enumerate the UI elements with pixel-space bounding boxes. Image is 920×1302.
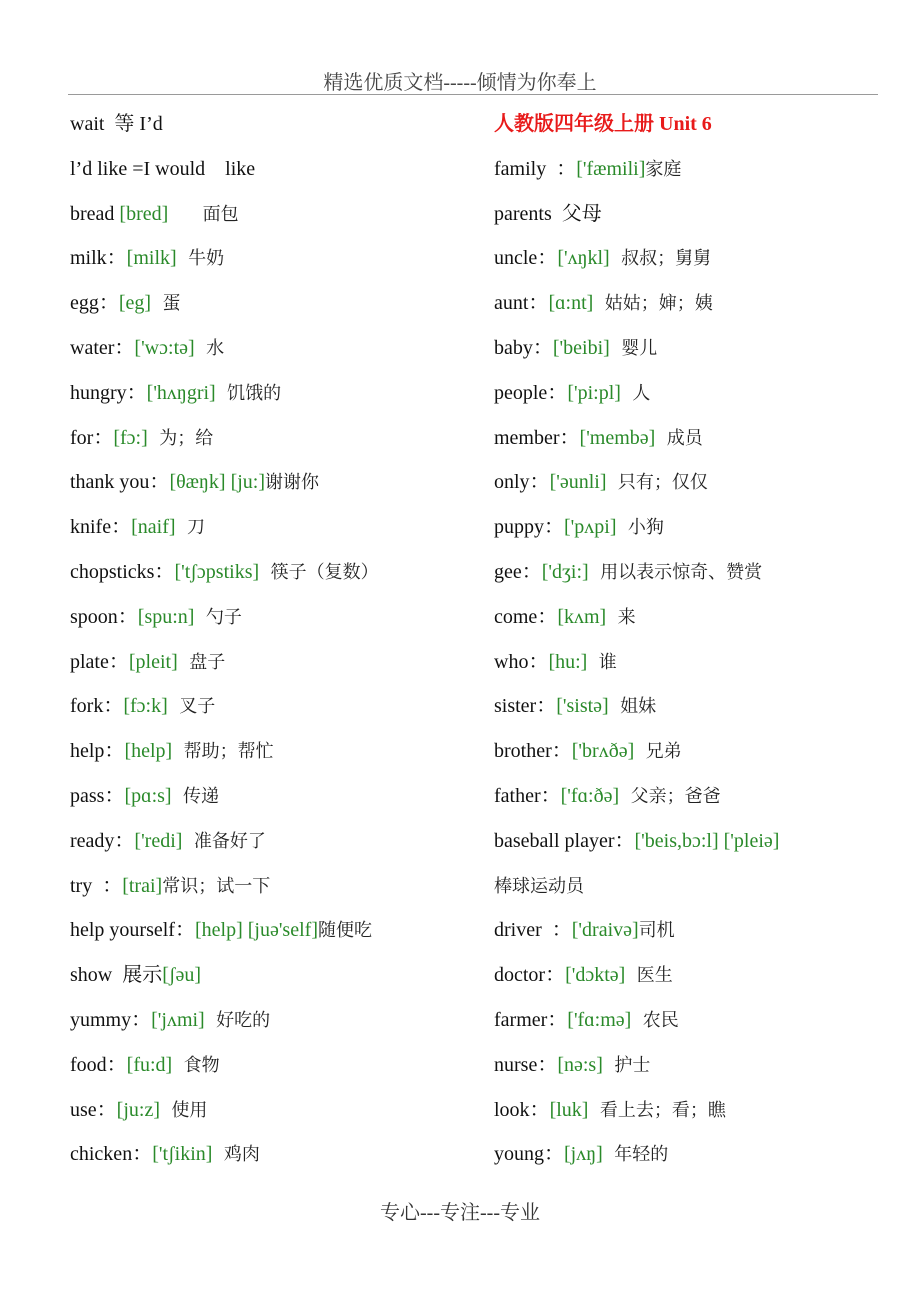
vocab-word: look： xyxy=(494,1098,550,1121)
vocab-translation: 为；给 xyxy=(147,427,214,449)
header-divider xyxy=(68,94,878,95)
vocab-word: ready： xyxy=(70,829,135,852)
vocab-word: uncle： xyxy=(494,247,558,270)
vocab-phonetic: [fu:d] xyxy=(126,1053,173,1076)
vocab-phonetic: ['redi] xyxy=(134,829,183,852)
vocab-entry xyxy=(494,550,894,595)
vocab-entry xyxy=(70,1043,480,1088)
vocab-entry xyxy=(70,416,480,461)
vocab-word: egg： xyxy=(70,292,119,315)
vocab-phonetic: [ɑ:nt] xyxy=(548,292,594,315)
vocab-entry xyxy=(70,819,480,864)
vocab-translation: 用以表示惊奇、赞赏 xyxy=(588,561,763,583)
vocab-translation: 护士 xyxy=(602,1054,651,1076)
vocab-entry xyxy=(494,147,894,192)
vocab-entry xyxy=(70,281,480,326)
vocab-word: milk： xyxy=(70,247,127,270)
vocab-phonetic: ['tʃikin] xyxy=(152,1143,213,1166)
vocab-translation: 人 xyxy=(620,382,651,404)
vocab-phonetic: ['beis,bɔ:l] ['pleiə] xyxy=(634,829,780,852)
vocab-entry xyxy=(70,505,480,550)
vocab-phonetic: ['fɑ:mə] xyxy=(567,1008,632,1031)
vocab-translation: 年轻的 xyxy=(602,1144,669,1166)
vocab-phonetic: [help] [juə'self] xyxy=(194,919,318,942)
vocab-translation: 勺子 xyxy=(194,606,242,628)
vocab-word: brother： xyxy=(494,740,572,763)
vocab-word: doctor： xyxy=(494,964,566,987)
vocab-entry xyxy=(70,864,480,909)
vocab-word: use： xyxy=(70,1098,117,1121)
vocab-entry xyxy=(494,640,894,685)
vocab-entry xyxy=(70,998,480,1043)
vocab-word: aunt： xyxy=(494,292,549,315)
vocab-word: parents 父母 xyxy=(494,202,602,225)
vocab-entry xyxy=(494,729,894,774)
vocab-word: pass： xyxy=(70,784,125,807)
vocab-phonetic: ['brʌðə] xyxy=(571,740,635,763)
vocab-entry xyxy=(494,1088,894,1133)
vocab-entry xyxy=(494,1132,894,1177)
left-vocab-column xyxy=(70,102,480,1177)
vocab-phonetic: [nə:s] xyxy=(557,1053,603,1076)
vocab-translation: 只有；仅仅 xyxy=(606,472,708,494)
vocab-phonetic: [ʃəu] xyxy=(162,964,202,987)
vocab-entry xyxy=(494,460,894,505)
vocab-translation: 准备好了 xyxy=(182,830,266,852)
vocab-translation: 饥饿的 xyxy=(215,382,282,404)
vocab-word: try ： xyxy=(70,874,123,897)
vocab-translation: 传递 xyxy=(171,785,220,807)
vocab-phonetic: [hu:] xyxy=(548,650,588,673)
vocab-translation: 盘子 xyxy=(177,651,226,673)
vocab-word: puppy： xyxy=(494,516,564,539)
vocab-entry xyxy=(70,908,480,953)
vocab-translation: 谢谢你 xyxy=(265,472,320,494)
vocab-entry xyxy=(70,1088,480,1133)
vocab-phonetic: [fɔ:] xyxy=(113,426,148,449)
vocab-phonetic: [bred] xyxy=(119,202,169,225)
vocab-word: young： xyxy=(494,1143,564,1166)
page-footer: 专心---专注---专业 xyxy=(380,1202,540,1224)
vocab-phonetic: ['dɔktə] xyxy=(565,964,626,987)
vocab-translation: 蛋 xyxy=(151,293,181,315)
vocab-phonetic: ['sistə] xyxy=(556,695,609,718)
vocab-phonetic: ['wɔ:tə] xyxy=(134,336,195,359)
vocab-phonetic: [luk] xyxy=(549,1098,589,1121)
vocab-entry xyxy=(70,371,480,416)
vocab-translation: 来 xyxy=(606,606,636,628)
vocab-word: plate： xyxy=(70,650,129,673)
vocab-phonetic: [pɑ:s] xyxy=(124,784,172,807)
vocab-entry xyxy=(494,416,894,461)
vocab-word: spoon： xyxy=(70,605,138,628)
unit-title: 人教版四年级上册 Unit 6 xyxy=(494,113,712,135)
vocab-translation: 兄弟 xyxy=(634,741,682,763)
vocab-translation: 婴儿 xyxy=(609,337,658,359)
vocab-word: help： xyxy=(70,740,125,763)
vocab-word: bread xyxy=(70,202,120,225)
vocab-phonetic: ['beibi] xyxy=(552,336,610,359)
vocab-word: father： xyxy=(494,784,561,807)
vocab-translation: 棒球运动员 xyxy=(494,875,584,897)
vocab-word: thank you： xyxy=(70,471,170,494)
vocab-word: yummy： xyxy=(70,1008,152,1031)
vocab-word: show 展示 xyxy=(70,964,163,987)
vocab-phonetic: ['pi:pl] xyxy=(567,381,621,404)
vocab-word: food： xyxy=(70,1053,127,1076)
vocab-translation: 谁 xyxy=(587,651,617,673)
vocab-phonetic: ['fɑ:ðə] xyxy=(560,784,620,807)
vocab-word: come： xyxy=(494,605,558,628)
vocab-entry xyxy=(494,774,894,819)
vocab-word: gee： xyxy=(494,560,542,583)
vocab-translation: 刀 xyxy=(175,517,205,539)
vocab-phonetic: ['fæmili] xyxy=(576,157,646,180)
vocab-word: family ： xyxy=(494,157,577,180)
vocab-entry xyxy=(494,864,894,909)
vocab-translation: 面包 xyxy=(168,203,239,225)
vocab-word: member： xyxy=(494,426,580,449)
vocab-translation: 牛奶 xyxy=(176,248,225,270)
vocab-word: wait 等 I’d xyxy=(70,113,163,135)
vocab-phonetic: ['draivə] xyxy=(571,919,639,942)
vocab-translation: 使用 xyxy=(159,1099,208,1121)
vocab-translation: 医生 xyxy=(625,965,673,987)
vocab-translation: 鸡肉 xyxy=(212,1144,260,1166)
right-vocab-column xyxy=(494,102,894,1177)
vocab-word: water： xyxy=(70,336,135,359)
vocab-translation: 姑姑；婶；姨 xyxy=(593,293,713,315)
vocab-entry xyxy=(70,192,480,237)
vocab-entry xyxy=(494,819,894,864)
vocab-entry xyxy=(494,953,894,998)
vocab-phonetic: [help] xyxy=(124,740,173,763)
vocab-word: help yourself： xyxy=(70,919,195,942)
vocab-word: hungry： xyxy=(70,381,147,404)
vocab-translation: 叔叔；舅舅 xyxy=(609,248,712,270)
vocab-entry xyxy=(70,102,480,147)
vocab-word: only： xyxy=(494,471,550,494)
vocab-phonetic: [spu:n] xyxy=(137,605,195,628)
vocab-word: baby： xyxy=(494,336,553,359)
vocab-entry xyxy=(494,998,894,1043)
vocab-entry xyxy=(494,595,894,640)
vocab-entry xyxy=(494,684,894,729)
vocab-phonetic: ['membə] xyxy=(579,426,656,449)
vocab-phonetic: [jʌŋ] xyxy=(564,1143,603,1166)
vocab-translation: 好吃的 xyxy=(204,1009,271,1031)
vocab-phonetic: ['ʌŋkl] xyxy=(557,247,610,270)
vocab-word: who： xyxy=(494,650,549,673)
vocab-translation: 食物 xyxy=(172,1054,220,1076)
vocab-translation: 筷子（复数） xyxy=(259,561,379,583)
vocab-phonetic: ['jʌmi] xyxy=(151,1008,205,1031)
vocab-entry xyxy=(70,595,480,640)
vocab-entry xyxy=(70,1132,480,1177)
vocab-word: sister： xyxy=(494,695,557,718)
vocab-word: l’d like =I would like xyxy=(70,157,256,180)
vocab-phonetic: [eg] xyxy=(118,292,152,315)
vocab-translation: 看上去；看；瞧 xyxy=(588,1099,726,1121)
unit-title-row xyxy=(494,102,894,147)
vocab-entry xyxy=(494,236,894,281)
vocab-translation: 帮助；帮忙 xyxy=(172,741,274,763)
vocab-word: chicken： xyxy=(70,1143,153,1166)
vocab-word: chopsticks： xyxy=(70,560,175,583)
vocab-entry xyxy=(70,684,480,729)
vocab-word: driver ： xyxy=(494,919,572,942)
vocab-translation: 家庭 xyxy=(645,158,682,180)
vocab-phonetic: ['hʌŋgri] xyxy=(146,381,216,404)
vocab-word: nurse： xyxy=(494,1053,558,1076)
vocab-translation: 司机 xyxy=(638,920,675,942)
vocab-entry xyxy=(70,147,480,192)
vocab-phonetic: [trai] xyxy=(122,874,163,897)
vocab-translation: 农民 xyxy=(631,1009,679,1031)
vocab-entry xyxy=(494,281,894,326)
vocab-entry xyxy=(70,729,480,774)
vocab-phonetic: [pleit] xyxy=(128,650,178,673)
vocab-phonetic: [θæŋk] [ju:] xyxy=(169,471,266,494)
vocab-word: farmer： xyxy=(494,1008,568,1031)
vocab-translation: 常识；试一下 xyxy=(162,875,271,897)
vocab-entry xyxy=(70,460,480,505)
vocab-entry xyxy=(494,1043,894,1088)
vocab-entry xyxy=(494,505,894,550)
vocab-word: people： xyxy=(494,381,568,404)
vocab-entry xyxy=(494,371,894,416)
vocab-translation: 父亲；爸爸 xyxy=(619,785,721,807)
vocab-translation: 叉子 xyxy=(167,696,216,718)
vocab-phonetic: [fɔ:k] xyxy=(123,695,168,718)
vocab-phonetic: [kʌm] xyxy=(557,605,607,628)
vocab-phonetic: ['əunli] xyxy=(549,471,607,494)
vocab-translation: 小狗 xyxy=(616,517,664,539)
vocab-phonetic: ['tʃɔpstiks] xyxy=(174,560,260,583)
vocab-translation: 水 xyxy=(194,337,225,359)
vocab-entry xyxy=(70,236,480,281)
vocab-word: for： xyxy=(70,426,114,449)
vocab-entry xyxy=(494,326,894,371)
vocab-phonetic: [naif] xyxy=(131,516,176,539)
vocab-word: fork： xyxy=(70,695,124,718)
page-header: 精选优质文档-----倾情为你奉上 xyxy=(323,72,597,94)
vocab-entry xyxy=(494,192,894,237)
vocab-translation: 成员 xyxy=(655,427,703,449)
vocab-entry xyxy=(70,774,480,819)
vocab-translation: 随便吃 xyxy=(317,920,372,942)
vocab-word: knife： xyxy=(70,516,132,539)
vocab-entry xyxy=(70,953,480,998)
vocab-entry xyxy=(70,640,480,685)
vocab-entry xyxy=(494,908,894,953)
vocab-phonetic: ['dʒi:] xyxy=(541,560,589,583)
vocab-translation: 姐妹 xyxy=(608,696,657,718)
vocab-entry xyxy=(70,326,480,371)
vocab-word: baseball player： xyxy=(494,829,635,852)
vocab-entry xyxy=(70,550,480,595)
vocab-phonetic: [ju:z] xyxy=(116,1098,160,1121)
vocab-phonetic: ['pʌpi] xyxy=(564,516,617,539)
vocab-phonetic: [milk] xyxy=(126,247,177,270)
